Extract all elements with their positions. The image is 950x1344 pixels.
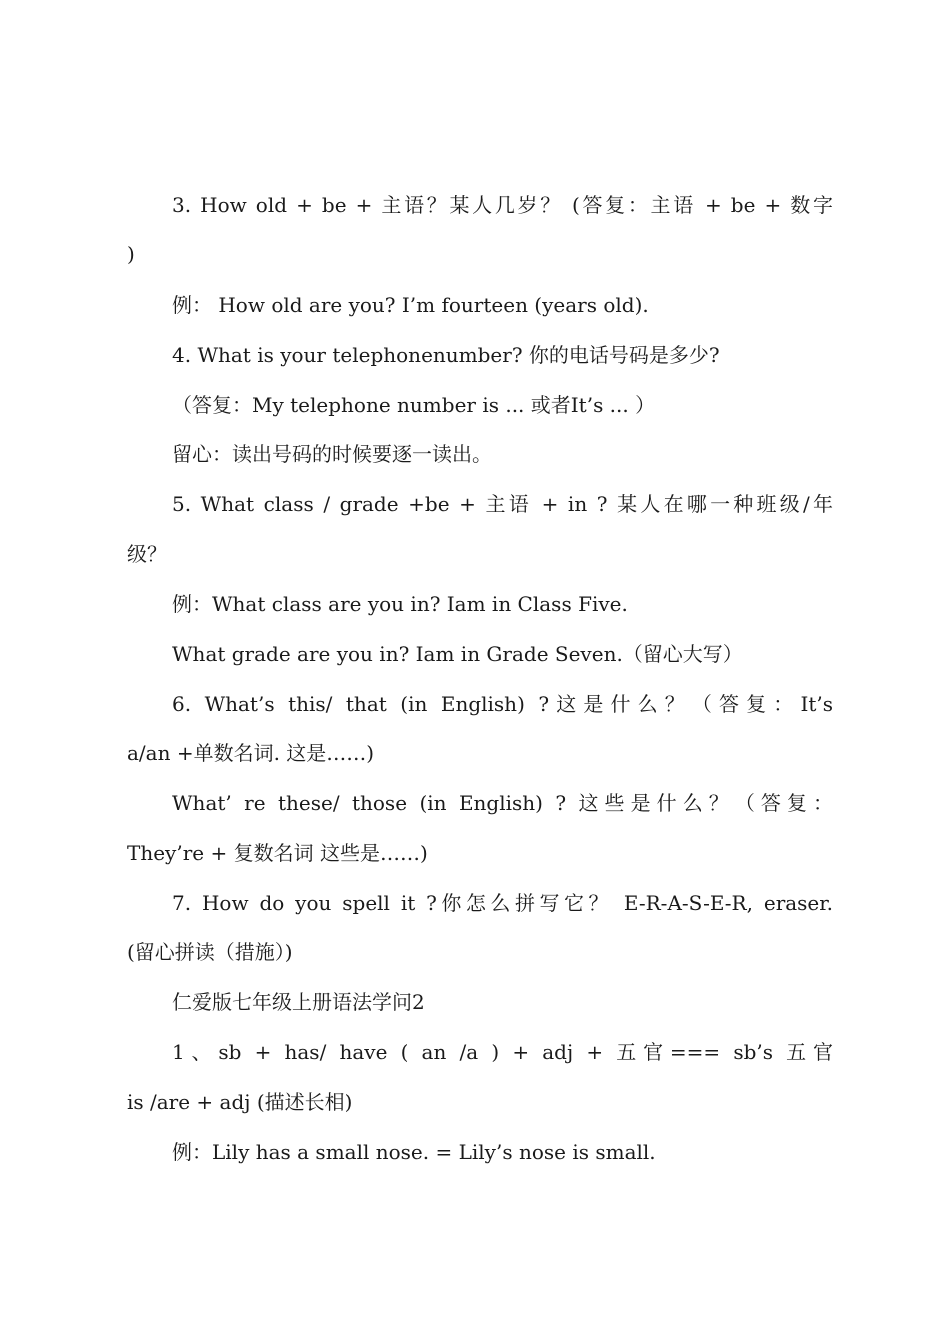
text-line-q7-cont: (留心拼读（措施）)	[127, 940, 293, 964]
text-line-q6-plural: What’ re these/ those (in English) ? 这些是什么？（答复：	[172, 791, 833, 815]
text-line-q3-cont: )	[127, 242, 135, 266]
text-line-q5-cont: 级？	[127, 542, 167, 566]
text-line-q5-example1: 例：What class are you in? Iam in Class Five.	[172, 592, 628, 616]
text-line-q4-note: 留心：读出号码的时候要逐一读出。	[172, 442, 492, 466]
text-line-q4: 4. What is your telephonenumber? 你的电话号码是多少?	[172, 343, 720, 367]
text-line-q6-plural-cont: They’re + 复数名词 这些是……)	[127, 841, 428, 865]
section-heading: 仁爱版七年级上册语法学问2	[172, 990, 425, 1014]
text-line-q5: 5. What class / grade +be + 主语 + in ? 某人在哪一种班级/年	[172, 492, 833, 516]
text-line-q3: 3. How old + be + 主语？某人几岁？ (答复：主语 + be + 数字	[172, 193, 833, 217]
text-line-rule1-cont: is /are + adj (描述长相)	[127, 1090, 353, 1114]
text-line-rule1: 1、sb + has/ have ( an /a ) + adj + 五官=== sb’s 五官	[172, 1040, 833, 1064]
text-line-q3-example: 例： How old are you? I’m fourteen (years old).	[172, 293, 649, 317]
text-line-q6: 6. What’s this/ that (in English) ?这是什么？（答复：It’s	[172, 692, 833, 716]
text-line-rule1-example: 例：Lily has a small nose. = Lily’s nose is small.	[172, 1140, 656, 1164]
text-line-q6-cont: a/an +单数名词. 这是……)	[127, 741, 375, 765]
text-line-q4-answer: （答复：My telephone number is ... 或者It’s ... ）	[172, 393, 656, 417]
text-line-q7: 7. How do you spell it ?你怎么拼写它？ E-R-A-S-E-R, eraser.	[172, 891, 833, 915]
text-line-q5-example2: What grade are you in? Iam in Grade Seven.（留心大写）	[172, 642, 743, 666]
